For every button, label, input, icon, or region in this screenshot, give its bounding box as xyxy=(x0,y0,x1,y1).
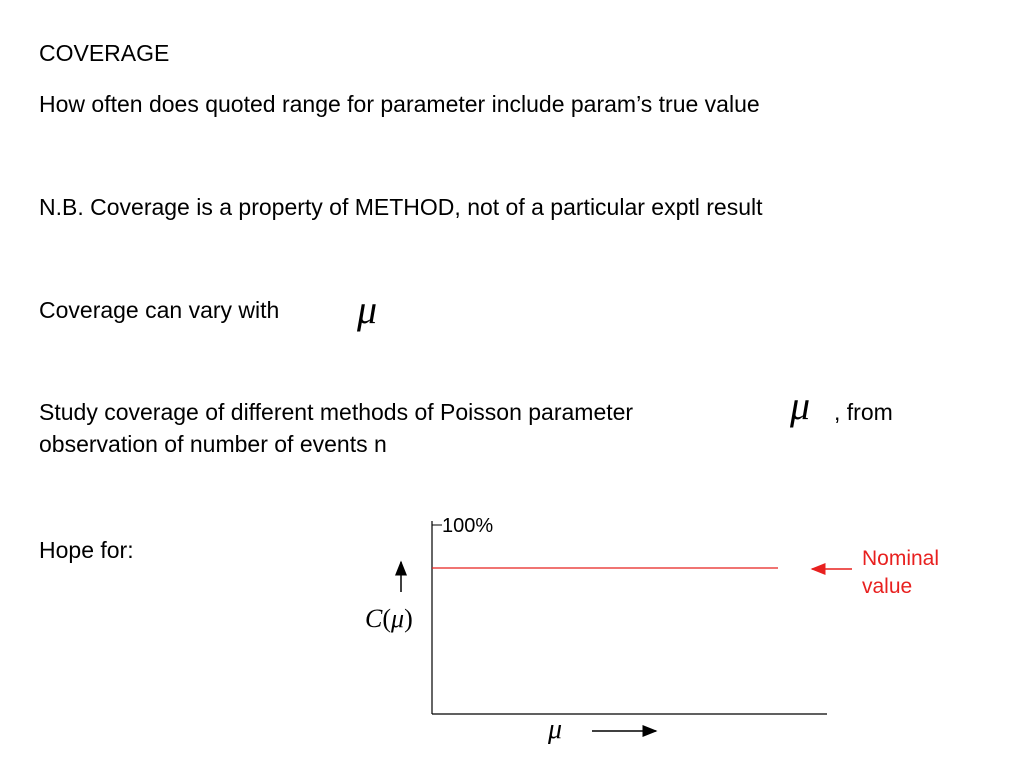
nominal-label-line1: Nominal xyxy=(862,547,940,570)
hundred-percent-label: 100% xyxy=(442,515,494,537)
y-label-c: C xyxy=(365,604,383,633)
mu-symbol-2: μ xyxy=(790,383,811,428)
y-label-open: ( xyxy=(382,604,392,633)
slide-title: COVERAGE xyxy=(39,40,170,66)
method-note: N.B. Coverage is a property of METHOD, not of a particular exptl result xyxy=(39,194,763,220)
coverage-definition: How often does quoted range for parameter include param’s true value xyxy=(39,91,760,117)
study-text-from: , from xyxy=(834,399,893,425)
mu-symbol-1: μ xyxy=(357,287,378,332)
y-axis-label xyxy=(365,604,413,634)
nominal-label-line2: value xyxy=(862,575,913,598)
y-label-mu: μ xyxy=(391,604,405,633)
hope-for-text: Hope for: xyxy=(39,537,134,563)
study-text: Study coverage of different methods of Poisson parameter xyxy=(39,399,634,425)
vary-with-text: Coverage can vary with xyxy=(39,297,280,323)
y-label-close: ) xyxy=(404,604,413,633)
x-axis-label: μ xyxy=(548,714,563,745)
study-text-line2: observation of number of events n xyxy=(39,431,387,457)
nominal-value-label xyxy=(862,545,939,601)
